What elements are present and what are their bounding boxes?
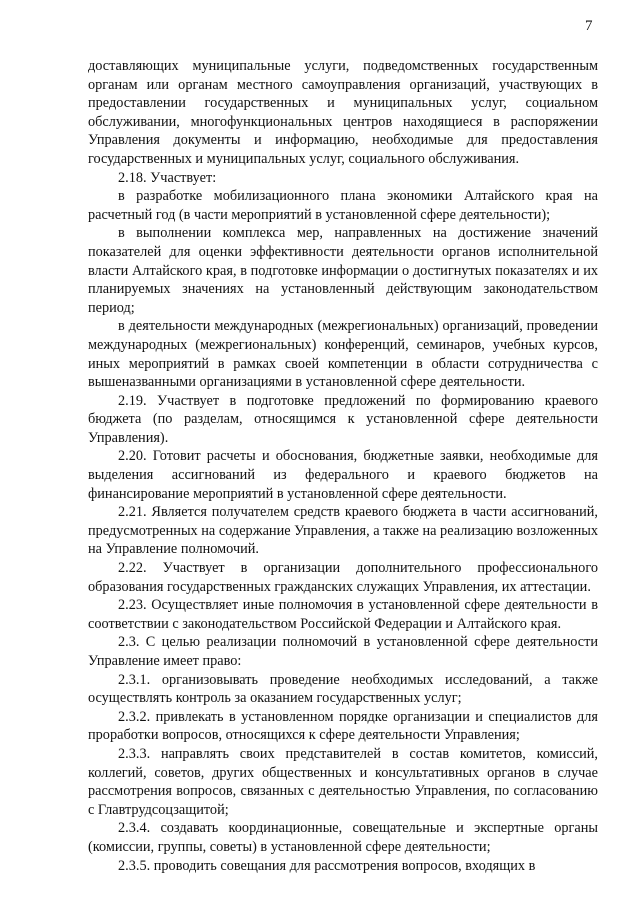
paragraph: 2.22. Участвует в организации дополнительного профессионального образования государственных гражданских служащих Управления, их аттестации. bbox=[88, 560, 598, 595]
document-body bbox=[88, 57, 598, 875]
paragraph: 2.21. Является получателем средств краевого бюджета в части ассигнований, предусмотренных на содержание Управления, а также на реализацию возложенных на Управление полномочий. bbox=[88, 504, 598, 558]
paragraph: 2.18. Участвует: bbox=[118, 169, 217, 186]
paragraph: 2.19. Участвует в подготовке предложений по формированию краевого бюджета (по разделам, относящимся к установленной сфере деятельности Управления). bbox=[88, 392, 598, 446]
paragraph: 2.20. Готовит расчеты и обоснования, бюджетные заявки, необходимые для выделения ассигнований из федерального и краевого бюджетов на финансирование мероприятий в установленной сфере деятельности. bbox=[88, 448, 598, 502]
paragraph: 2.23. Осуществляет иные полномочия в установленной сфере деятельности в соответствии с законодательством Российской Федерации и Алтайского края. bbox=[88, 597, 598, 632]
paragraph: 2.3.2. привлекать в установленном порядке организации и специалистов для проработки вопросов, относящихся к сфере деятельности Управления; bbox=[88, 708, 598, 744]
paragraph: 2.3. С целью реализации полномочий в установленной сфере деятельности Управление имеет право: bbox=[88, 634, 598, 669]
paragraph: в выполнении комплекса мер, направленных на достижение значений показателей для оценки эффективности деятельности органов исполнительной власти Алтайского края, в подготовке информации о достигнутых показателях и их планируемых значениях на установленный действующим законодательством период; bbox=[88, 225, 598, 316]
paragraph: в деятельности международных (межрегиональных) организаций, проведении международных (межрегиональных) конференций, семинаров, учебных курсов, иных мероприятий в рамках своей компетенции в области сотрудничества с вышеназванными организациями в установленной сфере деятельности. bbox=[88, 318, 598, 391]
paragraph: 2.3.4. создавать координационные, совещательные и экспертные органы (комиссии, группы, советы) в установленной сфере деятельности; bbox=[88, 820, 598, 855]
paragraph: 2.3.5. проводить совещания для рассмотрения вопросов, входящих в bbox=[118, 857, 536, 874]
page-number: 7 bbox=[585, 18, 593, 34]
paragraph: 2.3.3. направлять своих представителей в состав комитетов, комиссий, коллегий, советов, других общественных и консультативных органов в случае рассмотрения вопросов, связанных с деятельностью Управления, по согласованию с Главтрудсоцзащитой; bbox=[88, 745, 598, 818]
paragraph: доставляющих муниципальные услуги, подведомственных государственным органам или органам местного самоуправления организаций, участвующих в предоставлении государственных и муниципальных услуг, социальном обслуживании, многофункциональных центров находящиеся в распоряжении Управления документы и информацию, необходимые для предоставления государственных и муниципальных услуг, социального обслуживания. bbox=[88, 58, 598, 167]
paragraph: в разработке мобилизационного плана экономики Алтайского края на расчетный год (в части мероприятий в установленной сфере деятельности); bbox=[88, 188, 598, 223]
paragraph: 2.3.1. организовывать проведение необходимых исследований, а также осуществлять контроль за оказанием государственных услуг; bbox=[88, 671, 598, 707]
